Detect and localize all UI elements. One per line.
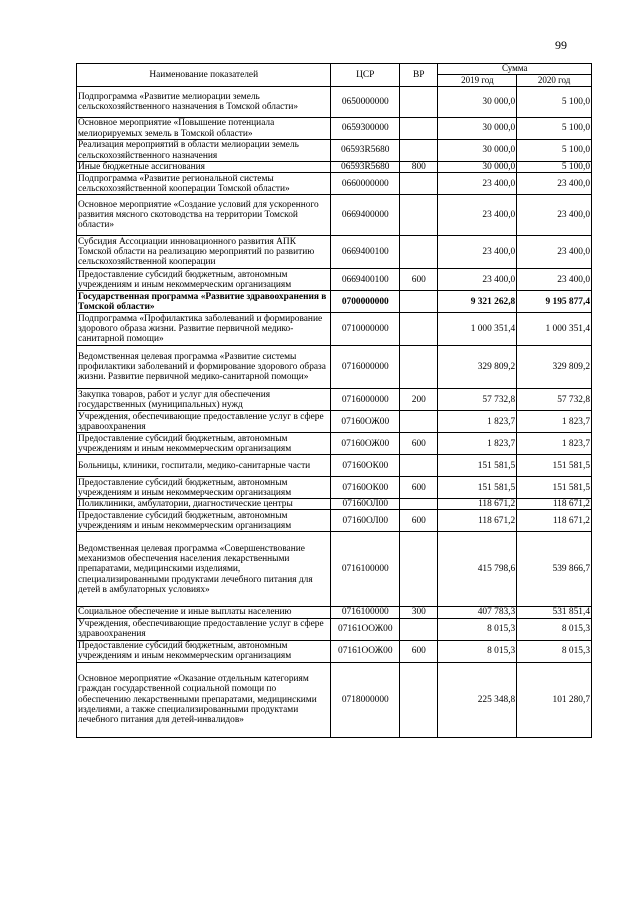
row-sum-2019-cell: 30 000,0 xyxy=(438,162,517,173)
table-row xyxy=(77,236,592,269)
table-header xyxy=(77,64,592,87)
row-sum-2020-cell: 23 400,0 xyxy=(517,173,592,195)
row-csr-cell: 06593R5680 xyxy=(331,162,400,173)
row-sum-2020-cell: 9 195 877,4 xyxy=(517,291,592,313)
row-csr-cell: 0660000000 xyxy=(331,173,400,195)
row-sum-2020-cell: 23 400,0 xyxy=(517,236,592,269)
row-name-cell: Больницы, клиники, госпитали, медико-санитарные части xyxy=(77,455,331,477)
row-vr-cell xyxy=(400,195,438,236)
row-sum-2020-cell: 8 015,3 xyxy=(517,640,592,662)
row-csr-cell: 07160ОЛ00 xyxy=(331,510,400,532)
table-row xyxy=(77,162,592,173)
row-sum-2020-cell: 5 100,0 xyxy=(517,162,592,173)
row-sum-2019-cell: 8 015,3 xyxy=(438,618,517,640)
row-vr-cell xyxy=(400,618,438,640)
table-row xyxy=(77,173,592,195)
table-row xyxy=(77,346,592,389)
row-csr-cell: 0710000000 xyxy=(331,313,400,346)
row-sum-2020-cell: 539 866,7 xyxy=(517,532,592,607)
row-sum-2019-cell: 30 000,0 xyxy=(438,140,517,162)
row-sum-2019-cell: 23 400,0 xyxy=(438,173,517,195)
table-row xyxy=(77,618,592,640)
row-csr-cell: 06593R5680 xyxy=(331,140,400,162)
row-name-cell: Основное мероприятие «Повышение потенциала мелиорируемых земель в Томской области» xyxy=(77,118,331,140)
row-csr-cell: 0716100000 xyxy=(331,607,400,618)
row-sum-2019-cell: 30 000,0 xyxy=(438,118,517,140)
row-vr-cell: 600 xyxy=(400,433,438,455)
row-csr-cell: 0718000000 xyxy=(331,662,400,737)
header-csr: ЦСР xyxy=(331,64,400,87)
table-row xyxy=(77,510,592,532)
table-row xyxy=(77,662,592,737)
row-csr-cell: 0659300000 xyxy=(331,118,400,140)
row-sum-2019-cell: 8 015,3 xyxy=(438,640,517,662)
row-name-cell: Социальное обеспечение и иные выплаты населению xyxy=(77,607,331,618)
row-name-cell: Закупка товаров, работ и услуг для обеспечения государственных (муниципальных) нужд xyxy=(77,389,331,411)
row-sum-2019-cell: 415 798,6 xyxy=(438,532,517,607)
row-sum-2020-cell: 1 823,7 xyxy=(517,411,592,433)
table-row xyxy=(77,389,592,411)
table-row xyxy=(77,411,592,433)
row-name-cell: Государственная программа «Развитие здравоохранения в Томской области» xyxy=(77,291,331,313)
row-sum-2019-cell: 118 671,2 xyxy=(438,510,517,532)
row-vr-cell: 600 xyxy=(400,510,438,532)
table-row xyxy=(77,291,592,313)
page-number: 99 xyxy=(555,38,567,52)
row-vr-cell xyxy=(400,313,438,346)
row-sum-2020-cell: 57 732,8 xyxy=(517,389,592,411)
table-row xyxy=(77,118,592,140)
table-row xyxy=(77,455,592,477)
row-name-cell: Подпрограмма «Развитие мелиорации земель сельскохозяйственного назначения в Томской области» xyxy=(77,87,331,118)
row-sum-2019-cell: 1 823,7 xyxy=(438,411,517,433)
row-vr-cell xyxy=(400,411,438,433)
row-sum-2020-cell: 531 851,4 xyxy=(517,607,592,618)
row-csr-cell: 07160ОЖ00 xyxy=(331,411,400,433)
row-sum-2020-cell: 329 809,2 xyxy=(517,346,592,389)
row-csr-cell: 07160ОЛ00 xyxy=(331,499,400,510)
row-name-cell: Предоставление субсидий бюджетным, автономным учреждениям и иным некоммерческим организациям xyxy=(77,269,331,291)
header-sum: Сумма xyxy=(438,64,592,75)
row-csr-cell: 07160ОЖ00 xyxy=(331,433,400,455)
row-vr-cell xyxy=(400,140,438,162)
row-vr-cell xyxy=(400,291,438,313)
table-row xyxy=(77,87,592,118)
row-sum-2019-cell: 23 400,0 xyxy=(438,195,517,236)
row-vr-cell: 600 xyxy=(400,269,438,291)
row-sum-2020-cell: 5 100,0 xyxy=(517,140,592,162)
row-csr-cell: 07161ООЖ00 xyxy=(331,640,400,662)
row-vr-cell xyxy=(400,173,438,195)
row-vr-cell xyxy=(400,662,438,737)
row-sum-2019-cell: 225 348,8 xyxy=(438,662,517,737)
row-sum-2019-cell: 9 321 262,8 xyxy=(438,291,517,313)
row-sum-2019-cell: 151 581,5 xyxy=(438,477,517,499)
table-row xyxy=(77,195,592,236)
row-name-cell: Предоставление субсидий бюджетным, автономным учреждениям и иным некоммерческим организациям xyxy=(77,510,331,532)
row-name-cell: Основное мероприятие «Создание условий для ускоренного развития мясного скотоводства на территории Томской области» xyxy=(77,195,331,236)
row-vr-cell xyxy=(400,236,438,269)
row-sum-2020-cell: 151 581,5 xyxy=(517,455,592,477)
row-sum-2019-cell: 407 783,3 xyxy=(438,607,517,618)
row-vr-cell xyxy=(400,118,438,140)
row-vr-cell: 600 xyxy=(400,640,438,662)
row-csr-cell: 07160ОК00 xyxy=(331,477,400,499)
row-vr-cell: 200 xyxy=(400,389,438,411)
row-csr-cell: 0716000000 xyxy=(331,346,400,389)
row-csr-cell: 0716100000 xyxy=(331,532,400,607)
row-name-cell: Иные бюджетные ассигнования xyxy=(77,162,331,173)
row-csr-cell: 07161ООЖ00 xyxy=(331,618,400,640)
row-csr-cell: 0700000000 xyxy=(331,291,400,313)
row-sum-2020-cell: 151 581,5 xyxy=(517,477,592,499)
row-name-cell: Субсидия Ассоциации инновационного развития АПК Томской области на реализацию мероприятий по развитию сельскохозяйственной кооперации xyxy=(77,236,331,269)
row-sum-2019-cell: 57 732,8 xyxy=(438,389,517,411)
row-sum-2019-cell: 23 400,0 xyxy=(438,269,517,291)
row-name-cell: Поликлиники, амбулатории, диагностические центры xyxy=(77,499,331,510)
table-row xyxy=(77,499,592,510)
row-sum-2019-cell: 1 000 351,4 xyxy=(438,313,517,346)
row-name-cell: Предоставление субсидий бюджетным, автономным учреждениям и иным некоммерческим организациям xyxy=(77,433,331,455)
row-csr-cell: 0669400100 xyxy=(331,269,400,291)
row-sum-2020-cell: 1 000 351,4 xyxy=(517,313,592,346)
row-name-cell: Реализация мероприятий в области мелиорации земель сельскохозяйственного назначения xyxy=(77,140,331,162)
row-sum-2020-cell: 5 100,0 xyxy=(517,87,592,118)
row-name-cell: Учреждения, обеспечивающие предоставление услуг в сфере здравоохранения xyxy=(77,618,331,640)
row-sum-2019-cell: 151 581,5 xyxy=(438,455,517,477)
row-vr-cell: 800 xyxy=(400,162,438,173)
row-sum-2019-cell: 23 400,0 xyxy=(438,236,517,269)
row-name-cell: Предоставление субсидий бюджетным, автономным учреждениям и иным некоммерческим организациям xyxy=(77,640,331,662)
row-sum-2020-cell: 1 823,7 xyxy=(517,433,592,455)
row-sum-2020-cell: 8 015,3 xyxy=(517,618,592,640)
table-row xyxy=(77,313,592,346)
row-vr-cell xyxy=(400,499,438,510)
budget-table xyxy=(76,63,592,738)
row-sum-2020-cell: 118 671,2 xyxy=(517,499,592,510)
table-row xyxy=(77,433,592,455)
row-name-cell: Ведомственная целевая программа «Развитие системы профилактики заболеваний и формирование здорового образа жизни. Развитие первичной медико-санитарной помощи» xyxy=(77,346,331,389)
header-name: Наименование показателей xyxy=(77,64,331,87)
row-name-cell: Ведомственная целевая программа «Совершенствование механизмов обеспечения населения лекарственными препаратами, медицинскими изделиями, специализированными продуктами лечебного питания для детей в амбулаторных условиях» xyxy=(77,532,331,607)
table-row xyxy=(77,269,592,291)
table-row xyxy=(77,532,592,607)
header-year-2019: 2019 год xyxy=(438,74,517,86)
table-row xyxy=(77,140,592,162)
row-vr-cell xyxy=(400,532,438,607)
row-sum-2020-cell: 101 280,7 xyxy=(517,662,592,737)
table-row xyxy=(77,640,592,662)
row-csr-cell: 0669400100 xyxy=(331,236,400,269)
row-sum-2019-cell: 30 000,0 xyxy=(438,87,517,118)
row-vr-cell xyxy=(400,455,438,477)
row-sum-2020-cell: 23 400,0 xyxy=(517,269,592,291)
row-name-cell: Учреждения, обеспечивающие предоставление услуг в сфере здравоохранения xyxy=(77,411,331,433)
row-name-cell: Предоставление субсидий бюджетным, автономным учреждениям и иным некоммерческим организациям xyxy=(77,477,331,499)
row-name-cell: Подпрограмма «Профилактика заболеваний и формирование здорового образа жизни. Развитие первичной медико-санитарной помощи» xyxy=(77,313,331,346)
header-vr: ВР xyxy=(400,64,438,87)
row-csr-cell: 0669400000 xyxy=(331,195,400,236)
table-body xyxy=(77,87,592,738)
row-name-cell: Основное мероприятие «Оказание отдельным категориям граждан государственной социальной помощи по обеспечению лекарственными препаратами, медицинскими изделиями, а также специализированными продуктами лечебного питания для детей-инвалидов» xyxy=(77,662,331,737)
row-sum-2020-cell: 23 400,0 xyxy=(517,195,592,236)
row-csr-cell: 0650000000 xyxy=(331,87,400,118)
row-sum-2019-cell: 118 671,2 xyxy=(438,499,517,510)
header-year-2020: 2020 год xyxy=(517,74,592,86)
row-name-cell: Подпрограмма «Развитие региональной системы сельскохозяйственной кооперации Томской области» xyxy=(77,173,331,195)
row-vr-cell xyxy=(400,346,438,389)
row-csr-cell: 07160ОК00 xyxy=(331,455,400,477)
table-row xyxy=(77,607,592,618)
row-vr-cell: 300 xyxy=(400,607,438,618)
row-sum-2019-cell: 1 823,7 xyxy=(438,433,517,455)
row-vr-cell: 600 xyxy=(400,477,438,499)
row-vr-cell xyxy=(400,87,438,118)
row-sum-2019-cell: 329 809,2 xyxy=(438,346,517,389)
row-sum-2020-cell: 118 671,2 xyxy=(517,510,592,532)
row-csr-cell: 0716000000 xyxy=(331,389,400,411)
table-row xyxy=(77,477,592,499)
row-sum-2020-cell: 5 100,0 xyxy=(517,118,592,140)
